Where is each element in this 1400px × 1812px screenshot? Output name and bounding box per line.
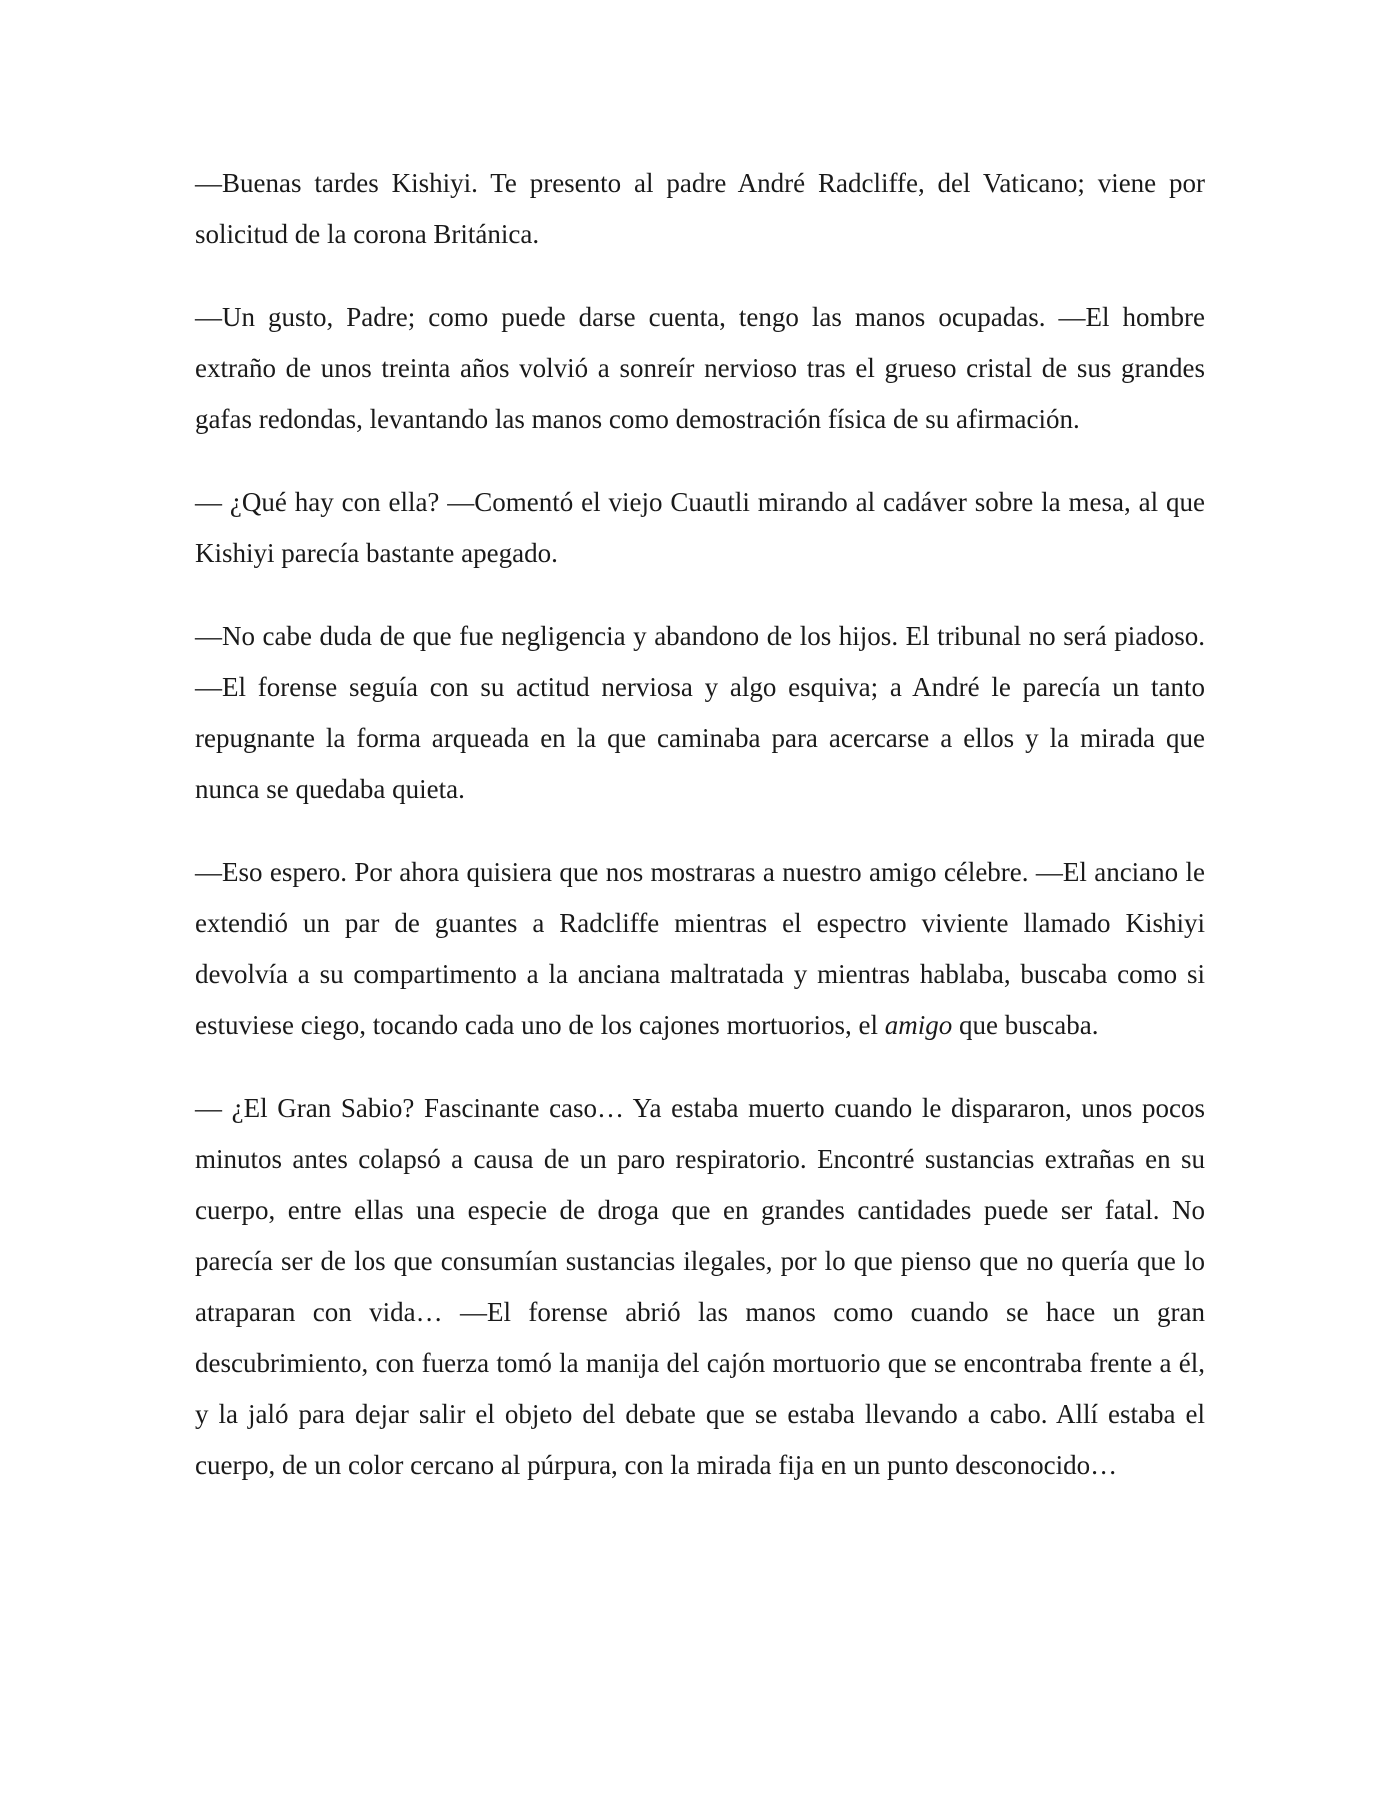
paragraph-4: —No cabe duda de que fue negligencia y abandono de los hijos. El tribunal no será piadoso. —El forense seguía con su actitud nerviosa y algo esquiva; a André le parecía un tanto repugnante la forma arqueada en la que caminaba para acercarse a ellos y la mirada que nunca se quedaba quieta.	[195, 621, 1205, 804]
paragraph-5-text-after: que buscaba.	[952, 1010, 1099, 1040]
paragraph-5	[195, 847, 1205, 1051]
paragraph-1: —Buenas tardes Kishiyi. Te presento al padre André Radcliffe, del Vaticano; viene por solicitud de la corona Británica.	[195, 168, 1205, 249]
paragraph-5-italic-word: amigo	[884, 1010, 953, 1040]
paragraph-6: — ¿El Gran Sabio? Fascinante caso… Ya estaba muerto cuando le dispararon, unos pocos minutos antes colapsó a causa de un paro respiratorio. Encontré sustancias extrañas en su cuerpo, entre ellas una especie de droga que en grandes cantidades puede ser fatal. No parecía ser de los que consumían sustancias ilegales, por lo que pienso que no quería que lo atraparan con vida… —El forense abrió las manos como cuando se hace un gran descubrimiento, con fuerza tomó la manija del cajón mortuorio que se encontraba frente a él, y la jaló para dejar salir el objeto del debate que se estaba llevando a cabo. Allí estaba el cuerpo, de un color cercano al púrpura, con la mirada fija en un punto desconocido…	[195, 1093, 1205, 1480]
paragraph-3: — ¿Qué hay con ella? —Comentó el viejo Cuautli mirando al cadáver sobre la mesa, al que Kishiyi parecía bastante apegado.	[195, 487, 1205, 568]
paragraph-5-text-before: —Eso espero. Por ahora quisiera que nos mostraras a nuestro amigo célebre. —El anciano le extendió un par de guantes a Radcliffe mientras el espectro viviente llamado Kishiyi devolvía a su compartimento a la anciana maltratada y mientras hablaba, buscaba como si estuviese ciego, tocando cada uno de los cajones mortuorios, el	[195, 857, 1205, 1040]
document-body	[195, 158, 1205, 1491]
paragraph-2: —Un gusto, Padre; como puede darse cuenta, tengo las manos ocupadas. —El hombre extraño de unos treinta años volvió a sonreír nervioso tras el grueso cristal de sus grandes gafas redondas, levantando las manos como demostración física de su afirmación.	[195, 302, 1205, 434]
